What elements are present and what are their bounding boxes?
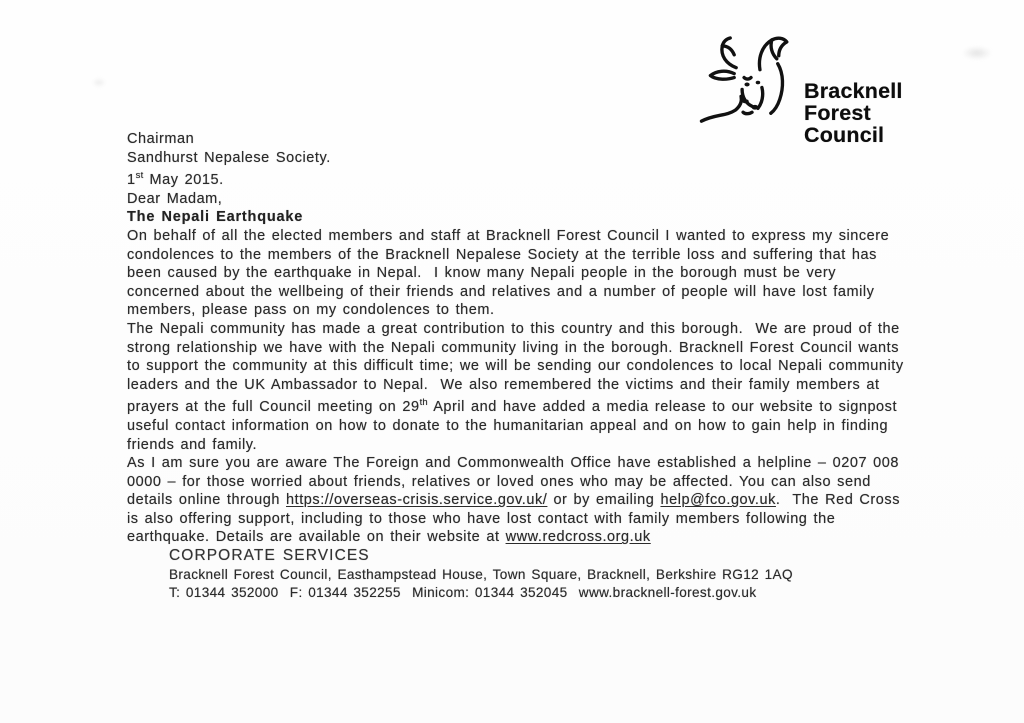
recipient-title: Chairman: [127, 131, 195, 147]
subject-line: The Nepali Earthquake: [127, 209, 304, 226]
paragraph-2-text: The Nepali community has made a great contribution to this country and this borough. We are proud of the strong relationship we have with the Nepali community living in the borough. Bracknell Forest Council wants to support the community at this difficult time; we will be sending our condolences to local Nepali community leaders and the UK Ambassador to Nepal. We also remembered the victims and their family members at prayers at the full Council meeting on 29: [127, 320, 910, 416]
address-line: Bracknell Forest Council, Easthampstead House, Town Square, Bracknell, Berkshire RG12 1AQ: [169, 566, 793, 582]
logo-line-2: Forest: [804, 101, 871, 125]
logo-line-3: Council: [804, 123, 885, 147]
salutation: Dear Madam,: [127, 190, 223, 207]
letter-footer: [169, 547, 909, 602]
paragraph-3-text: As I am sure you are aware The Foreign and Commonwealth Office have established a helpline – 0207 008 0000 – for those worried about friends, relatives or loved ones who may be affected. You can also send details online through: [127, 455, 906, 509]
paragraph-2-text: April and have added a media release to our website to signpost useful contact information on how to donate to the humanitarian appeal and on how to gain help in finding friends and family.: [127, 399, 904, 453]
paragraph-2: [127, 320, 909, 454]
paragraph-3-text: or by emailing: [547, 492, 661, 509]
overseas-crisis-link[interactable]: https://overseas-crisis.service.gov.uk/: [286, 492, 548, 509]
letter-body: [127, 130, 909, 602]
redcross-link[interactable]: www.redcross.org.uk: [505, 529, 651, 546]
recipient-org: Sandhurst Nepalese Society.: [127, 149, 331, 166]
department-name: CORPORATE SERVICES: [169, 547, 370, 565]
recipient-block: [127, 130, 909, 167]
fco-email-link[interactable]: help@fco.gov.uk: [660, 492, 776, 509]
paragraph-1: On behalf of all the elected members and staff at Bracknell Forest Council I wanted to express my sincere condolences to the members of the Bracknell Nepalese Society at the terrible loss and suffering that has been caused by the earthquake in Nepal. I know many Nepali people in the borough must be very concerned about the wellbeing of their friends and relatives and a number of people will have lost family members, please pass on my condolences to them.: [127, 227, 896, 319]
letter-date: [127, 167, 909, 190]
date-ordinal: st: [135, 170, 144, 182]
date-ordinal: th: [419, 397, 428, 409]
stag-logo-icon: [698, 34, 808, 138]
scan-smudge: [962, 46, 992, 60]
paragraph-3-text: . The Red Cross is also offering support, including to those who have lost contact with family members following the earthquake. Details are available on their website at: [127, 492, 907, 546]
contact-line: T: 01344 352000 F: 01344 352255 Minicom: 01344 352045 www.bracknell-forest.gov.uk: [169, 584, 757, 600]
logo-line-1: Bracknell: [804, 79, 903, 103]
date-day: 1: [127, 172, 136, 189]
scan-smudge: [92, 78, 106, 87]
paragraph-3: [127, 454, 909, 547]
date-rest: May 2015.: [143, 172, 224, 189]
